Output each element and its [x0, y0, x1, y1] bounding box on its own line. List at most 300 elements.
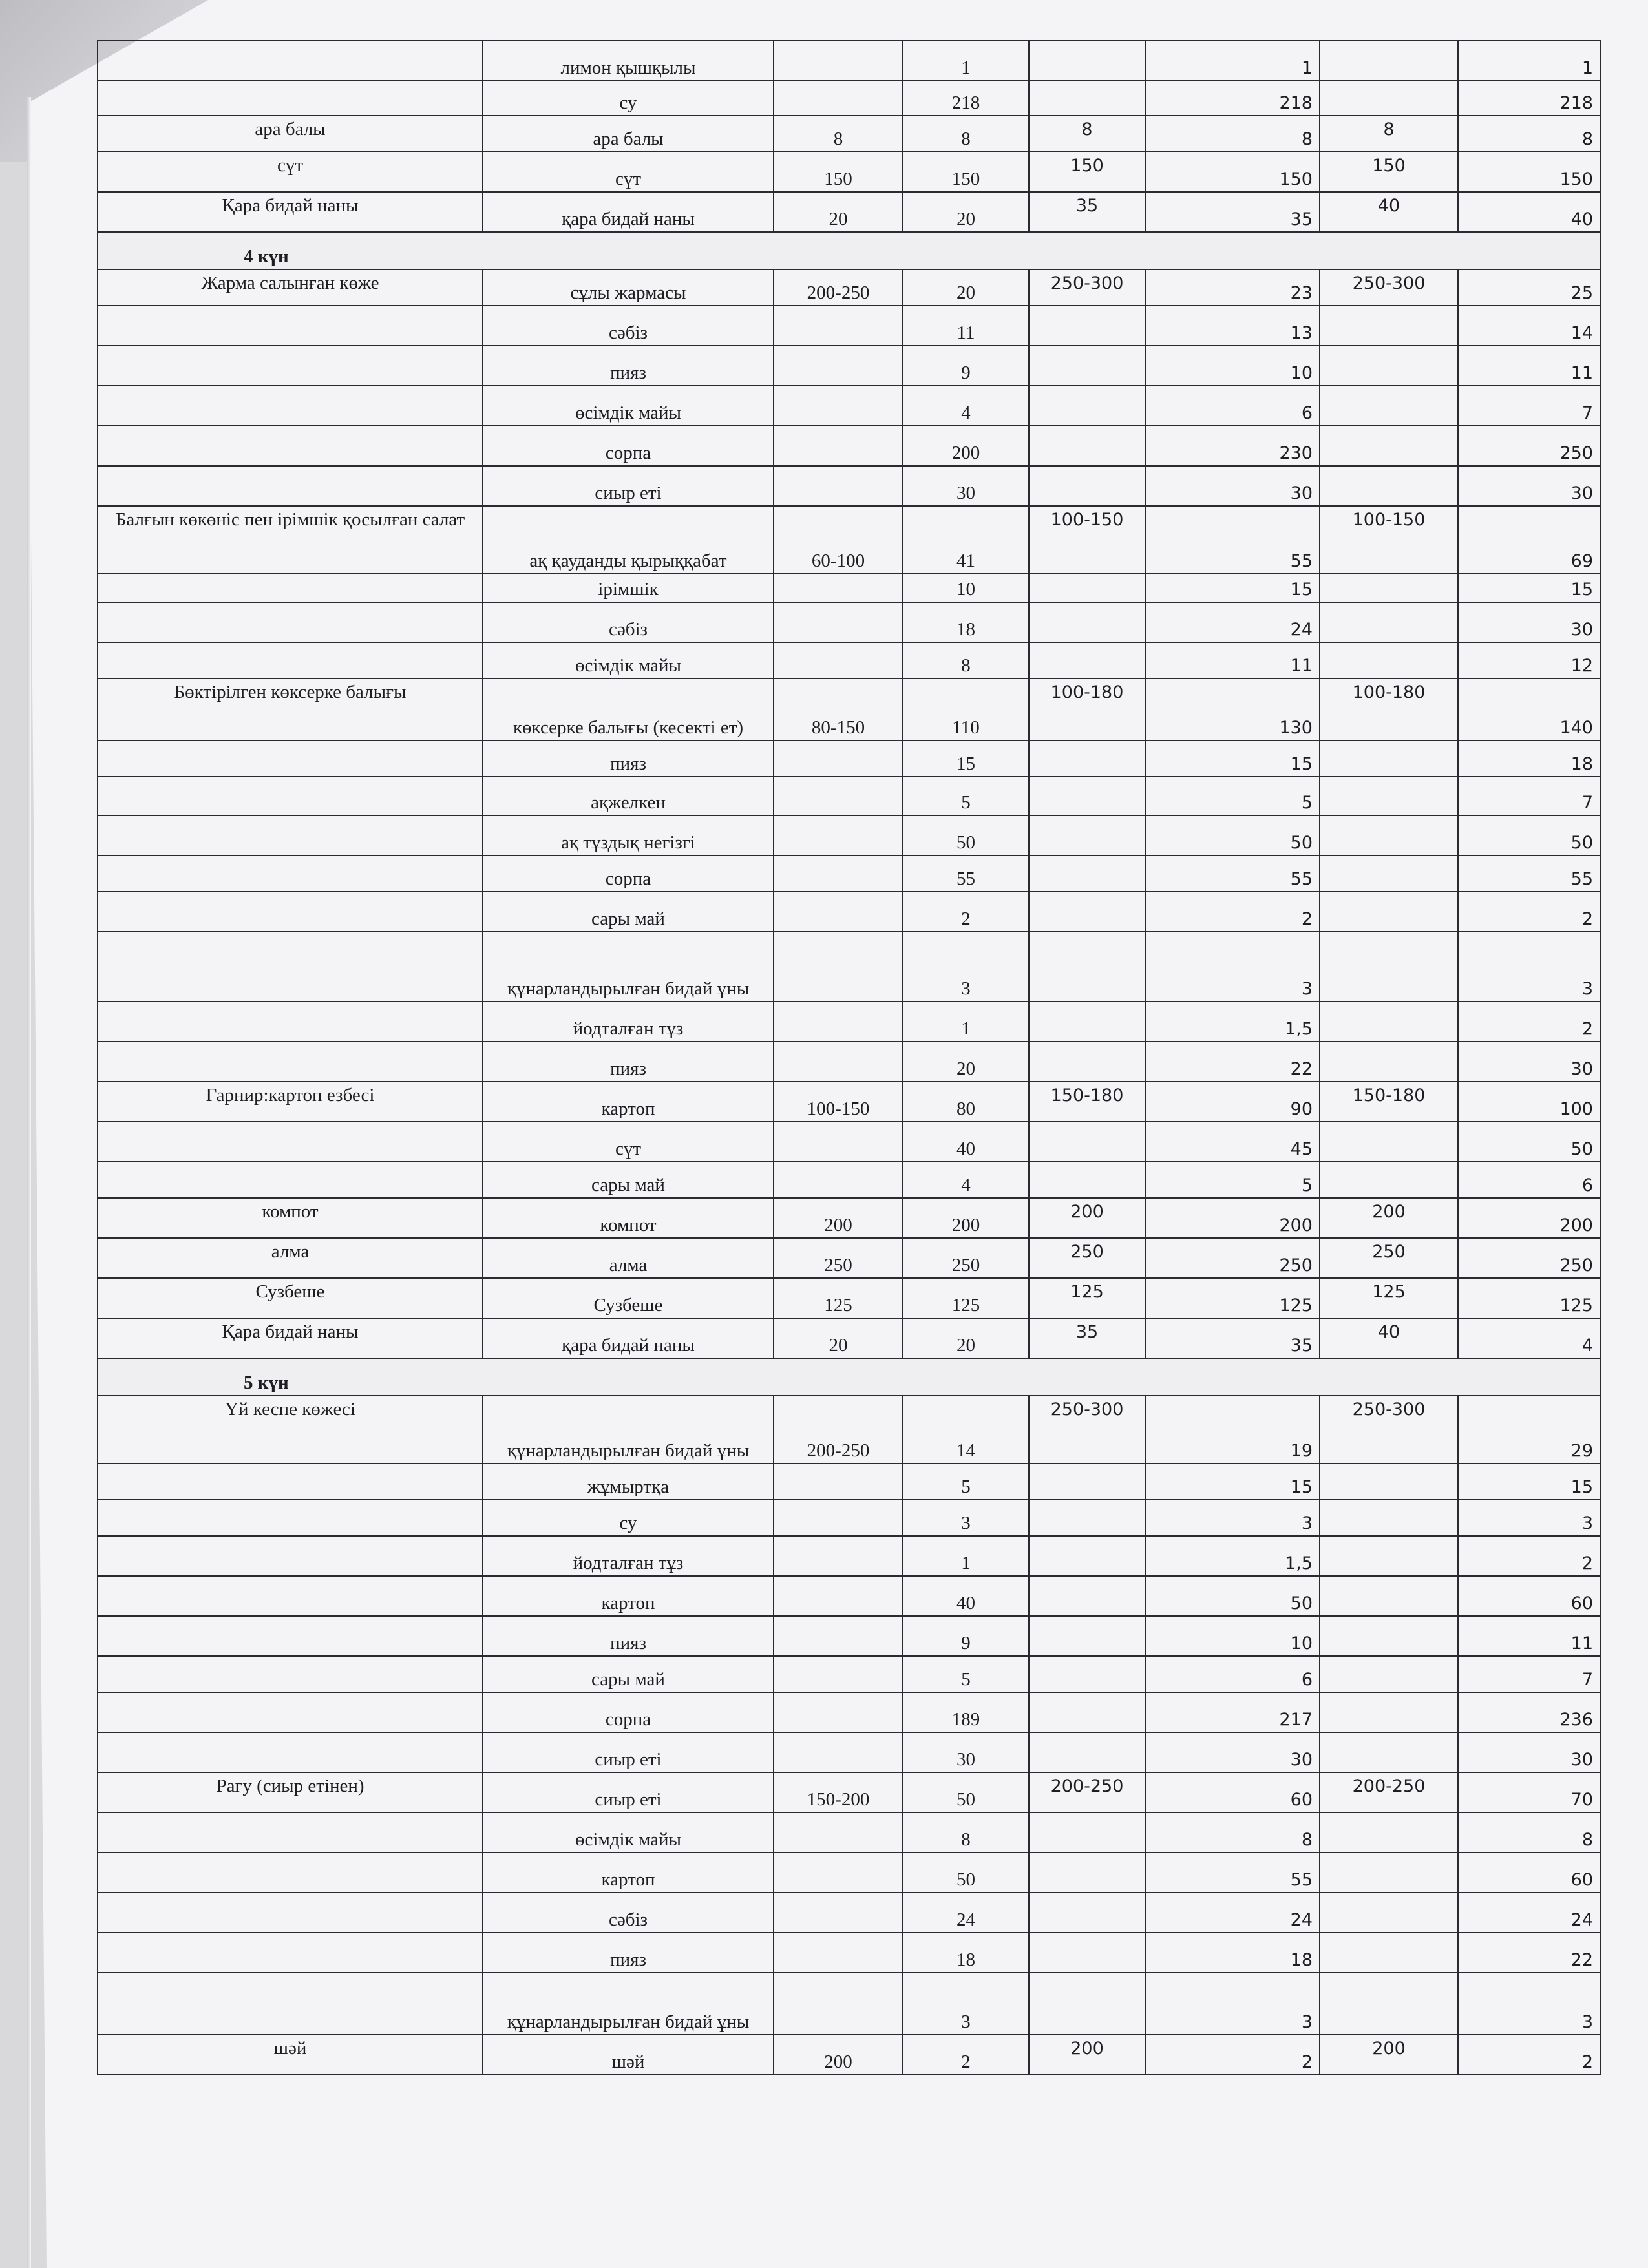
quantity-cell-3: 250	[1458, 1238, 1600, 1278]
ingredient-cell: картоп	[483, 1853, 774, 1893]
portion-range-cell-3: 125	[1320, 1278, 1458, 1318]
table-row	[98, 856, 1600, 892]
portion-range-cell-2	[1029, 386, 1145, 426]
quantity-cell-2: 3	[1145, 1500, 1320, 1536]
quantity-cell-2: 5	[1145, 1162, 1320, 1198]
portion-range-cell-2: 250	[1029, 1238, 1145, 1278]
portion-range-cell-3	[1320, 932, 1458, 1002]
portion-range-cell-2: 250-300	[1029, 1396, 1145, 1464]
ingredient-cell: су	[483, 1500, 774, 1536]
dish-name-cell	[98, 642, 483, 678]
portion-range-cell-1: 200	[774, 2035, 903, 2075]
table-row	[98, 269, 1600, 306]
quantity-cell-3: 40	[1458, 192, 1600, 232]
quantity-cell-2: 60	[1145, 1772, 1320, 1812]
ingredient-cell: жұмыртқа	[483, 1464, 774, 1500]
ingredient-cell: сұлы жармасы	[483, 269, 774, 306]
quantity-cell-2: 200	[1145, 1198, 1320, 1238]
quantity-cell-1: 3	[903, 1500, 1029, 1536]
dish-name-cell: Жарма салынған көже	[98, 269, 483, 306]
portion-range-cell-2	[1029, 932, 1145, 1002]
dish-name-cell: сүт	[98, 152, 483, 192]
ingredient-cell: сары май	[483, 892, 774, 932]
quantity-cell-1: 189	[903, 1692, 1029, 1732]
table-row	[98, 1893, 1600, 1933]
dish-name-cell	[98, 815, 483, 856]
portion-range-cell-2: 200	[1029, 2035, 1145, 2075]
table-row	[98, 81, 1600, 116]
portion-range-cell-2	[1029, 1576, 1145, 1616]
ingredient-cell: пияз	[483, 740, 774, 777]
portion-range-cell-2	[1029, 1500, 1145, 1536]
ingredient-cell: сары май	[483, 1162, 774, 1198]
portion-range-cell-3	[1320, 1464, 1458, 1500]
quantity-cell-1: 3	[903, 1973, 1029, 2035]
day-label: 5 күн	[98, 1358, 1600, 1396]
portion-range-cell-1	[774, 1162, 903, 1198]
portion-range-cell-2	[1029, 426, 1145, 466]
dish-name-cell	[98, 426, 483, 466]
portion-range-cell-2	[1029, 1893, 1145, 1933]
day-label: 4 күн	[98, 232, 1600, 269]
portion-range-cell-1	[774, 642, 903, 678]
quantity-cell-3: 60	[1458, 1576, 1600, 1616]
dish-name-cell: Үй кеспе көжесі	[98, 1396, 483, 1464]
portion-range-cell-1: 250	[774, 1238, 903, 1278]
table-row	[98, 892, 1600, 932]
table-row	[98, 1122, 1600, 1162]
quantity-cell-3: 24	[1458, 1893, 1600, 1933]
portion-range-cell-3	[1320, 426, 1458, 466]
portion-range-cell-2	[1029, 1002, 1145, 1042]
ingredient-cell: сиыр еті	[483, 1732, 774, 1772]
quantity-cell-3: 4	[1458, 1318, 1600, 1358]
table-row	[98, 642, 1600, 678]
portion-range-cell-2: 150	[1029, 152, 1145, 192]
quantity-cell-3: 69	[1458, 506, 1600, 574]
table-row	[98, 1536, 1600, 1576]
ingredient-cell: сиыр еті	[483, 466, 774, 506]
portion-range-cell-1	[774, 777, 903, 815]
ingredient-cell: ақжелкен	[483, 777, 774, 815]
portion-range-cell-2: 200	[1029, 1198, 1145, 1238]
portion-range-cell-1: 150	[774, 152, 903, 192]
quantity-cell-3: 22	[1458, 1933, 1600, 1973]
portion-range-cell-1	[774, 1656, 903, 1692]
portion-range-cell-1	[774, 740, 903, 777]
table-row	[98, 1198, 1600, 1238]
portion-range-cell-1	[774, 386, 903, 426]
portion-range-cell-1	[774, 41, 903, 81]
portion-range-cell-1	[774, 1973, 903, 2035]
dish-name-cell	[98, 1042, 483, 1082]
quantity-cell-2: 10	[1145, 346, 1320, 386]
portion-range-cell-3	[1320, 777, 1458, 815]
portion-range-cell-2	[1029, 81, 1145, 116]
ingredient-cell: ара балы	[483, 116, 774, 152]
portion-range-cell-3	[1320, 81, 1458, 116]
portion-range-cell-2: 100-150	[1029, 506, 1145, 574]
ingredient-cell: Сузбеше	[483, 1278, 774, 1318]
quantity-cell-1: 20	[903, 1042, 1029, 1082]
portion-range-cell-1: 150-200	[774, 1772, 903, 1812]
quantity-cell-2: 250	[1145, 1238, 1320, 1278]
quantity-cell-3: 200	[1458, 1198, 1600, 1238]
quantity-cell-3: 30	[1458, 1042, 1600, 1082]
dish-name-cell: компот	[98, 1198, 483, 1238]
ingredient-cell: сәбіз	[483, 306, 774, 346]
menu-table	[97, 40, 1601, 2075]
quantity-cell-1: 50	[903, 1853, 1029, 1893]
dish-name-cell	[98, 386, 483, 426]
quantity-cell-1: 24	[903, 1893, 1029, 1933]
table-row	[98, 1732, 1600, 1772]
quantity-cell-2: 6	[1145, 1656, 1320, 1692]
portion-range-cell-1: 8	[774, 116, 903, 152]
portion-range-cell-3	[1320, 1973, 1458, 2035]
ingredient-cell: сәбіз	[483, 1893, 774, 1933]
table-row	[98, 1933, 1600, 1973]
table-row	[98, 777, 1600, 815]
quantity-cell-3: 14	[1458, 306, 1600, 346]
portion-range-cell-2	[1029, 41, 1145, 81]
table-row	[98, 116, 1600, 152]
quantity-cell-2: 15	[1145, 740, 1320, 777]
table-row	[98, 1616, 1600, 1656]
dish-name-cell	[98, 81, 483, 116]
quantity-cell-1: 50	[903, 1772, 1029, 1812]
quantity-cell-2: 24	[1145, 602, 1320, 642]
quantity-cell-3: 3	[1458, 932, 1600, 1002]
portion-range-cell-3	[1320, 1853, 1458, 1893]
ingredient-cell: пияз	[483, 346, 774, 386]
quantity-cell-1: 5	[903, 777, 1029, 815]
quantity-cell-3: 250	[1458, 426, 1600, 466]
portion-range-cell-1	[774, 1692, 903, 1732]
table-row	[98, 1318, 1600, 1358]
ingredient-cell: сорпа	[483, 1692, 774, 1732]
portion-range-cell-3: 150	[1320, 152, 1458, 192]
portion-range-cell-2	[1029, 1616, 1145, 1656]
quantity-cell-3: 2	[1458, 2035, 1600, 2075]
table-row	[98, 2035, 1600, 2075]
dish-name-cell	[98, 1656, 483, 1692]
ingredient-cell: қара бидай наны	[483, 1318, 774, 1358]
quantity-cell-3: 8	[1458, 1812, 1600, 1853]
quantity-cell-2: 35	[1145, 1318, 1320, 1358]
portion-range-cell-3: 250	[1320, 1238, 1458, 1278]
portion-range-cell-1	[774, 815, 903, 856]
quantity-cell-2: 3	[1145, 932, 1320, 1002]
quantity-cell-3: 125	[1458, 1278, 1600, 1318]
quantity-cell-3: 30	[1458, 466, 1600, 506]
ingredient-cell: құнарландырылған бидай ұны	[483, 1396, 774, 1464]
portion-range-cell-2	[1029, 1162, 1145, 1198]
portion-range-cell-1	[774, 466, 903, 506]
portion-range-cell-2: 150-180	[1029, 1082, 1145, 1122]
ingredient-cell: қара бидай наны	[483, 192, 774, 232]
quantity-cell-2: 11	[1145, 642, 1320, 678]
dish-name-cell	[98, 1812, 483, 1853]
portion-range-cell-2	[1029, 1973, 1145, 2035]
quantity-cell-3: 218	[1458, 81, 1600, 116]
dish-name-cell	[98, 1576, 483, 1616]
quantity-cell-3: 7	[1458, 777, 1600, 815]
quantity-cell-3: 150	[1458, 152, 1600, 192]
portion-range-cell-2	[1029, 1853, 1145, 1893]
quantity-cell-1: 8	[903, 642, 1029, 678]
table-row	[98, 306, 1600, 346]
quantity-cell-1: 4	[903, 1162, 1029, 1198]
ingredient-cell: шәй	[483, 2035, 774, 2075]
ingredient-cell: сорпа	[483, 426, 774, 466]
ingredient-cell: йодталған тұз	[483, 1536, 774, 1576]
portion-range-cell-2	[1029, 1464, 1145, 1500]
ingredient-cell: ақ қауданды қырыққабат	[483, 506, 774, 574]
table-row	[98, 1500, 1600, 1536]
ingredient-cell: ірімшік	[483, 574, 774, 602]
quantity-cell-2: 1,5	[1145, 1536, 1320, 1576]
quantity-cell-2: 18	[1145, 1933, 1320, 1973]
portion-range-cell-1: 125	[774, 1278, 903, 1318]
portion-range-cell-3	[1320, 466, 1458, 506]
quantity-cell-1: 11	[903, 306, 1029, 346]
portion-range-cell-2	[1029, 1692, 1145, 1732]
ingredient-cell: йодталған тұз	[483, 1002, 774, 1042]
portion-range-cell-3: 150-180	[1320, 1082, 1458, 1122]
quantity-cell-3: 7	[1458, 386, 1600, 426]
ingredient-cell: сорпа	[483, 856, 774, 892]
quantity-cell-2: 35	[1145, 192, 1320, 232]
portion-range-cell-3	[1320, 856, 1458, 892]
quantity-cell-2: 15	[1145, 1464, 1320, 1500]
portion-range-cell-1	[774, 306, 903, 346]
portion-range-cell-3	[1320, 642, 1458, 678]
table-row	[98, 602, 1600, 642]
quantity-cell-1: 1	[903, 1002, 1029, 1042]
portion-range-cell-3	[1320, 1732, 1458, 1772]
table-row	[98, 506, 1600, 574]
portion-range-cell-2	[1029, 1536, 1145, 1576]
quantity-cell-1: 40	[903, 1576, 1029, 1616]
portion-range-cell-2	[1029, 777, 1145, 815]
dish-name-cell	[98, 602, 483, 642]
ingredient-cell: пияз	[483, 1933, 774, 1973]
portion-range-cell-2	[1029, 346, 1145, 386]
quantity-cell-1: 41	[903, 506, 1029, 574]
portion-range-cell-1: 100-150	[774, 1082, 903, 1122]
portion-range-cell-2	[1029, 892, 1145, 932]
portion-range-cell-1	[774, 1464, 903, 1500]
ingredient-cell: алма	[483, 1238, 774, 1278]
portion-range-cell-3	[1320, 1002, 1458, 1042]
portion-range-cell-3: 200	[1320, 1198, 1458, 1238]
quantity-cell-1: 250	[903, 1238, 1029, 1278]
ingredient-cell: сүт	[483, 152, 774, 192]
quantity-cell-1: 9	[903, 346, 1029, 386]
quantity-cell-2: 2	[1145, 2035, 1320, 2075]
table-row	[98, 1396, 1600, 1464]
quantity-cell-1: 9	[903, 1616, 1029, 1656]
dish-name-cell	[98, 892, 483, 932]
quantity-cell-1: 55	[903, 856, 1029, 892]
table-row	[98, 815, 1600, 856]
portion-range-cell-2: 35	[1029, 192, 1145, 232]
quantity-cell-3: 6	[1458, 1162, 1600, 1198]
ingredient-cell: өсімдік майы	[483, 386, 774, 426]
dish-name-cell: Сузбеше	[98, 1278, 483, 1318]
quantity-cell-1: 18	[903, 602, 1029, 642]
dish-name-cell	[98, 346, 483, 386]
portion-range-cell-3	[1320, 1162, 1458, 1198]
portion-range-cell-3	[1320, 602, 1458, 642]
portion-range-cell-2	[1029, 642, 1145, 678]
quantity-cell-3: 12	[1458, 642, 1600, 678]
portion-range-cell-1	[774, 932, 903, 1002]
portion-range-cell-1	[774, 1576, 903, 1616]
portion-range-cell-2	[1029, 306, 1145, 346]
quantity-cell-3: 25	[1458, 269, 1600, 306]
quantity-cell-2: 45	[1145, 1122, 1320, 1162]
quantity-cell-2: 150	[1145, 152, 1320, 192]
dish-name-cell	[98, 466, 483, 506]
dish-name-cell	[98, 1732, 483, 1772]
quantity-cell-2: 55	[1145, 1853, 1320, 1893]
portion-range-cell-2	[1029, 1122, 1145, 1162]
portion-range-cell-2: 250-300	[1029, 269, 1145, 306]
table-row	[98, 1464, 1600, 1500]
quantity-cell-1: 20	[903, 192, 1029, 232]
quantity-cell-3: 236	[1458, 1692, 1600, 1732]
table-row	[98, 466, 1600, 506]
portion-range-cell-2	[1029, 574, 1145, 602]
quantity-cell-1: 218	[903, 81, 1029, 116]
dish-name-cell	[98, 1853, 483, 1893]
quantity-cell-3: 30	[1458, 602, 1600, 642]
portion-range-cell-2	[1029, 740, 1145, 777]
quantity-cell-3: 55	[1458, 856, 1600, 892]
portion-range-cell-1: 80-150	[774, 678, 903, 740]
ingredient-cell: компот	[483, 1198, 774, 1238]
portion-range-cell-3: 200-250	[1320, 1772, 1458, 1812]
dish-name-cell	[98, 777, 483, 815]
quantity-cell-3: 7	[1458, 1656, 1600, 1692]
portion-range-cell-1	[774, 1732, 903, 1772]
quantity-cell-2: 90	[1145, 1082, 1320, 1122]
ingredient-cell: көксерке балығы (кесекті ет)	[483, 678, 774, 740]
ingredient-cell: сәбіз	[483, 602, 774, 642]
quantity-cell-2: 1	[1145, 41, 1320, 81]
quantity-cell-3: 50	[1458, 815, 1600, 856]
dish-name-cell: Қара бидай наны	[98, 192, 483, 232]
dish-name-cell: Қара бидай наны	[98, 1318, 483, 1358]
quantity-cell-1: 8	[903, 1812, 1029, 1853]
ingredient-cell: сиыр еті	[483, 1772, 774, 1812]
portion-range-cell-1	[774, 892, 903, 932]
portion-range-cell-1	[774, 1812, 903, 1853]
quantity-cell-2: 6	[1145, 386, 1320, 426]
dish-name-cell	[98, 1893, 483, 1933]
ingredient-cell: картоп	[483, 1082, 774, 1122]
portion-range-cell-3: 200	[1320, 2035, 1458, 2075]
portion-range-cell-2: 35	[1029, 1318, 1145, 1358]
portion-range-cell-3: 250-300	[1320, 1396, 1458, 1464]
portion-range-cell-1	[774, 1893, 903, 1933]
day-header-row	[98, 232, 1600, 269]
quantity-cell-3: 140	[1458, 678, 1600, 740]
table-row	[98, 678, 1600, 740]
portion-range-cell-3: 250-300	[1320, 269, 1458, 306]
dish-name-cell: алма	[98, 1238, 483, 1278]
quantity-cell-2: 8	[1145, 116, 1320, 152]
quantity-cell-1: 30	[903, 1732, 1029, 1772]
portion-range-cell-3: 40	[1320, 1318, 1458, 1358]
quantity-cell-1: 20	[903, 269, 1029, 306]
table-row	[98, 1973, 1600, 2035]
dish-name-cell	[98, 41, 483, 81]
table-row	[98, 1656, 1600, 1692]
table-row	[98, 192, 1600, 232]
dish-name-cell	[98, 1536, 483, 1576]
portion-range-cell-2	[1029, 1656, 1145, 1692]
ingredient-cell: сары май	[483, 1656, 774, 1692]
quantity-cell-2: 8	[1145, 1812, 1320, 1853]
portion-range-cell-1	[774, 1500, 903, 1536]
portion-range-cell-3	[1320, 1616, 1458, 1656]
dish-name-cell	[98, 1464, 483, 1500]
menu-table-body	[98, 41, 1600, 2075]
dish-name-cell	[98, 856, 483, 892]
quantity-cell-1: 5	[903, 1464, 1029, 1500]
quantity-cell-3: 2	[1458, 892, 1600, 932]
quantity-cell-1: 14	[903, 1396, 1029, 1464]
table-row	[98, 1162, 1600, 1198]
portion-range-cell-3	[1320, 574, 1458, 602]
dish-name-cell: Бөктірілген көксерке балығы	[98, 678, 483, 740]
portion-range-cell-1: 200-250	[774, 269, 903, 306]
quantity-cell-1: 1	[903, 1536, 1029, 1576]
table-row	[98, 1853, 1600, 1893]
quantity-cell-1: 4	[903, 386, 1029, 426]
dish-name-cell	[98, 932, 483, 1002]
portion-range-cell-3	[1320, 1812, 1458, 1853]
dish-name-cell	[98, 1973, 483, 2035]
quantity-cell-2: 24	[1145, 1893, 1320, 1933]
portion-range-cell-3	[1320, 892, 1458, 932]
portion-range-cell-1: 60-100	[774, 506, 903, 574]
portion-range-cell-1	[774, 1002, 903, 1042]
quantity-cell-3: 30	[1458, 1732, 1600, 1772]
table-row	[98, 1042, 1600, 1082]
portion-range-cell-2: 125	[1029, 1278, 1145, 1318]
quantity-cell-2: 3	[1145, 1973, 1320, 2035]
dish-name-cell	[98, 306, 483, 346]
table-row	[98, 1002, 1600, 1042]
table-row	[98, 1772, 1600, 1812]
portion-range-cell-3	[1320, 740, 1458, 777]
quantity-cell-3: 2	[1458, 1002, 1600, 1042]
portion-range-cell-1	[774, 856, 903, 892]
portion-range-cell-2	[1029, 1732, 1145, 1772]
table-row	[98, 346, 1600, 386]
portion-range-cell-3: 40	[1320, 192, 1458, 232]
dish-name-cell	[98, 740, 483, 777]
quantity-cell-3: 15	[1458, 574, 1600, 602]
dish-name-cell: ара балы	[98, 116, 483, 152]
ingredient-cell: лимон қышқылы	[483, 41, 774, 81]
quantity-cell-1: 1	[903, 41, 1029, 81]
dish-name-cell	[98, 1933, 483, 1973]
